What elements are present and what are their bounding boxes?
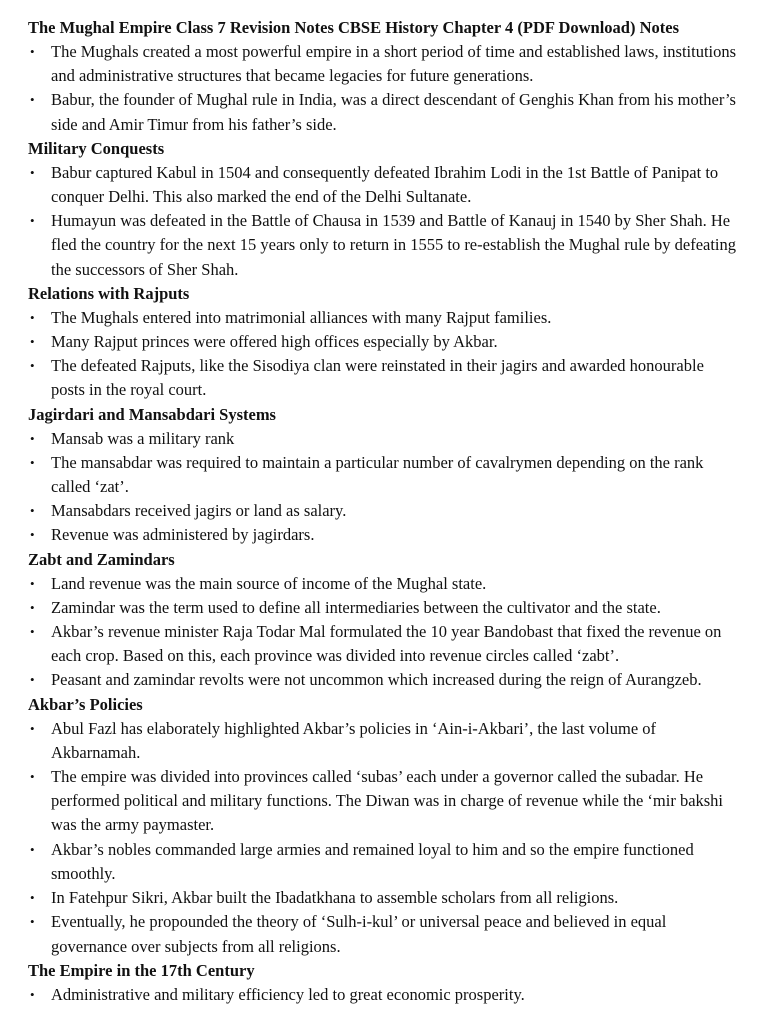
bullet-icon: • — [30, 44, 35, 59]
page-title: The Mughal Empire Class 7 Revision Notes CBSE History Chapter 4 (PDF Download) Notes — [28, 18, 680, 37]
bullet-icon: • — [30, 334, 35, 350]
bullet-icon: • — [30, 841, 35, 857]
bullet-icon: • — [30, 890, 35, 906]
list-item — [28, 427, 740, 451]
list-item-text: Peasant and zamindar revolts were not uncommon which increased during the reign of Aurangzeb. — [51, 670, 702, 690]
section — [28, 548, 740, 693]
bullet-icon: • — [30, 164, 35, 180]
section-list — [28, 161, 740, 282]
bullet-icon: • — [30, 454, 35, 470]
list-item — [28, 330, 740, 354]
list-item — [28, 838, 740, 886]
section — [28, 693, 740, 959]
list-item-text: Mansabdars received jagirs or land as salary. — [51, 501, 347, 521]
list-item-text: Eventually, he propounded the theory of ‘Sulh-i-kul’ or universal peace and believed in equal governance over subjects from all religions. — [51, 912, 667, 956]
bullet-icon: • — [30, 986, 35, 1002]
list-item — [28, 886, 740, 910]
intro-list — [28, 40, 740, 137]
section — [28, 282, 740, 403]
list-item-text: The Mughals entered into matrimonial alliances with many Rajput families. — [51, 307, 552, 327]
bullet-icon: • — [30, 503, 35, 519]
list-item-text: The defeated Rajputs, like the Sisodiya clan were reinstated in their jagirs and awarded honourable posts in the royal court. — [51, 356, 704, 400]
bullet-icon: • — [30, 769, 35, 785]
bullet-icon: • — [30, 527, 35, 543]
list-item-text: Babur, the founder of Mughal rule in India, was a direct descendant of Genghis Khan from his mother’s side and Amir Timur from his father’s side. — [51, 90, 736, 134]
bullet-icon: • — [30, 575, 35, 591]
list-item — [28, 668, 740, 692]
list-item-text: The empire was divided into provinces called ‘subas’ each under a governor called the subadar. He performed political and military functions. The Diwan was in charge of revenue while the ‘mir bakshi was the army paymaster. — [51, 767, 724, 835]
list-item — [28, 161, 740, 209]
bullet-icon: • — [30, 624, 35, 640]
list-item — [28, 209, 740, 282]
section-heading: Zabt and Zamindars — [28, 549, 175, 569]
list-item — [28, 983, 740, 1007]
section-list — [28, 306, 740, 403]
sections-container — [28, 137, 740, 1007]
section-heading: Akbar’s Policies — [28, 694, 143, 714]
bullet-icon: • — [30, 358, 35, 374]
list-item — [28, 765, 740, 838]
list-item-text: Babur captured Kabul in 1504 and consequently defeated Ibrahim Lodi in the 1st Battle of Panipat to conquer Delhi. This also marked the end of the Delhi Sultanate. — [51, 162, 719, 207]
section-list — [28, 572, 740, 693]
list-item-text: Mansab was a military rank — [51, 428, 235, 448]
list-item-text: Land revenue was the main source of income of the Mughal state. — [51, 573, 487, 593]
section-list — [28, 983, 740, 1007]
section-heading: The Empire in the 17th Century — [28, 960, 255, 980]
list-item — [28, 596, 740, 620]
list-item — [28, 354, 740, 402]
section-heading: Relations with Rajputs — [28, 283, 190, 303]
list-item — [28, 572, 740, 596]
list-item-text: Revenue was administered by jagirdars. — [51, 525, 315, 545]
section — [28, 403, 740, 548]
bullet-icon: • — [30, 914, 35, 930]
list-item — [28, 620, 740, 668]
list-item — [28, 451, 740, 499]
list-item — [28, 40, 740, 88]
list-item — [28, 306, 740, 330]
bullet-icon: • — [30, 430, 35, 446]
list-item-text: The Mughals created a most powerful empire in a short period of time and established laws, institutions and administrative structures that became legacies for future generations. — [51, 42, 737, 86]
list-item-text: Humayun was defeated in the Battle of Chausa in 1539 and Battle of Kanauj in 1540 by Sher Shah. He fled the country for the next 15 years only to return in 1555 to re-establish the Mughal rule by defeating the successors of Sher Shah. — [51, 211, 737, 279]
section-heading: Military Conquests — [28, 138, 165, 158]
list-item-text: Zamindar was the term used to define all intermediaries between the cultivator and the state. — [51, 597, 661, 617]
bullet-icon: • — [30, 672, 35, 688]
bullet-icon: • — [30, 720, 35, 736]
list-item-text: Akbar’s revenue minister Raja Todar Mal formulated the 10 year Bandobast that fixed the revenue on each crop. Based on this, each province was divided into revenue circles called ‘zabt’. — [51, 622, 722, 666]
list-item-text: The mansabdar was required to maintain a particular number of cavalrymen depending on the rank called ‘zat’. — [51, 452, 704, 497]
bullet-icon: • — [30, 92, 35, 108]
section — [28, 137, 740, 282]
bullet-icon: • — [30, 309, 35, 325]
section — [28, 959, 740, 1007]
section-list — [28, 717, 740, 959]
list-item — [28, 523, 740, 547]
section-list — [28, 427, 740, 548]
list-item-text: Many Rajput princes were offered high offices especially by Akbar. — [51, 332, 498, 352]
bullet-icon: • — [30, 599, 35, 615]
list-item — [28, 910, 740, 958]
list-item-text: Akbar’s nobles commanded large armies and remained loyal to him and so the empire functioned smoothly. — [51, 839, 694, 883]
bullet-icon: • — [30, 213, 35, 229]
list-item — [28, 499, 740, 523]
list-item-text: In Fatehpur Sikri, Akbar built the Ibadatkhana to assemble scholars from all religions. — [51, 888, 619, 908]
list-item — [28, 88, 740, 136]
list-item-text: Abul Fazl has elaborately highlighted Akbar’s policies in ‘Ain-i-Akbari’, the last volume of Akbarnamah. — [51, 718, 657, 762]
section-heading: Jagirdari and Mansabdari Systems — [28, 404, 276, 424]
list-item-text: Administrative and military efficiency led to great economic prosperity. — [51, 984, 525, 1004]
list-item — [28, 717, 740, 765]
